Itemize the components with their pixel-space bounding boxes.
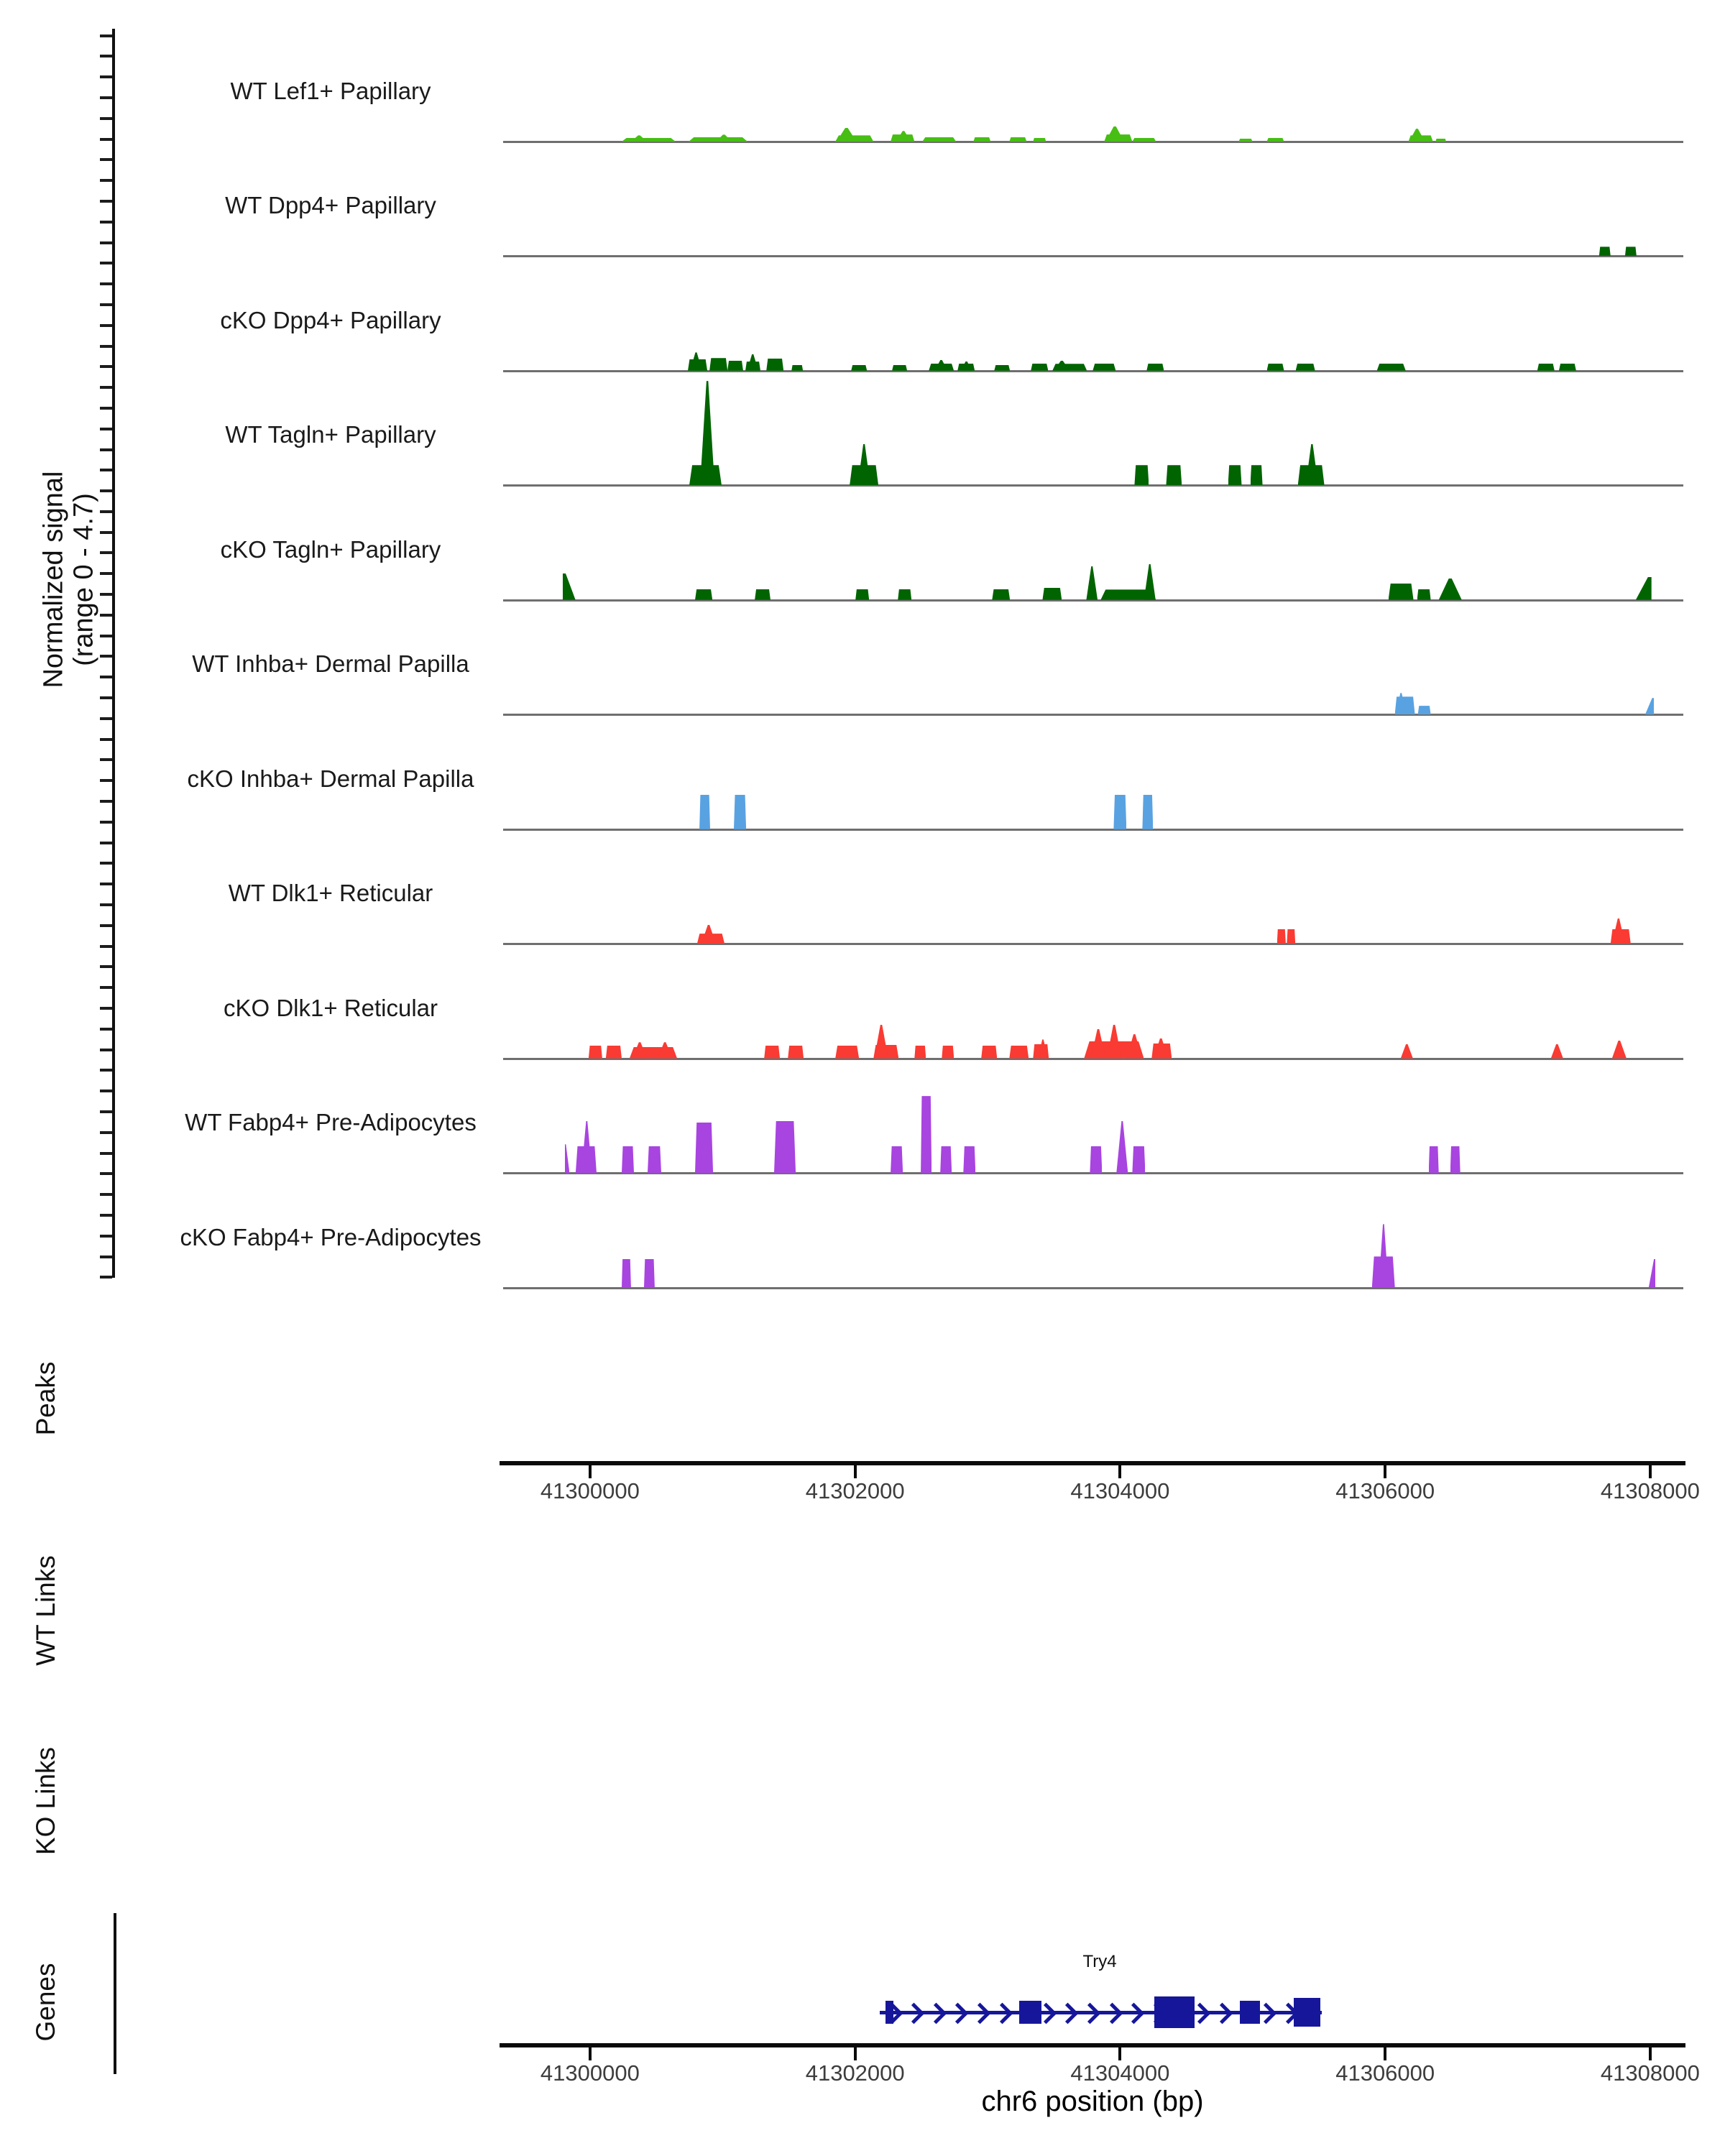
- signal-peak: [699, 795, 710, 829]
- signal-peak: [1166, 465, 1182, 485]
- genome-axis-tick-label: 41304000: [1070, 2060, 1170, 2086]
- ruler-tick: [100, 593, 112, 596]
- genome-axis-tick-label: 41300000: [540, 2060, 640, 2086]
- ruler-tick: [100, 489, 112, 492]
- ruler-tick: [100, 1028, 112, 1031]
- genome-axis-tick-label: 41306000: [1335, 1478, 1435, 1503]
- track-label: cKO Inhba+ Dermal Papilla: [187, 765, 474, 792]
- signal-peak: [973, 137, 990, 142]
- track-label: WT Dlk1+ Reticular: [228, 880, 433, 907]
- ruler-tick: [100, 924, 112, 927]
- signal-peak: [1450, 1146, 1460, 1173]
- ruler-tick: [100, 696, 112, 699]
- signal-peak: [622, 1259, 631, 1288]
- signal-peak: [963, 1146, 975, 1173]
- signal-peak: [1287, 929, 1295, 944]
- ruler-tick: [100, 262, 112, 264]
- ruler-tick: [100, 531, 112, 534]
- genome-axis-tick: [1384, 2047, 1386, 2060]
- gene-exon: [1240, 2001, 1261, 2024]
- gene-name-label: Try4: [1082, 1952, 1117, 1971]
- track-label: WT Dpp4+ Papillary: [225, 192, 436, 219]
- section-label-ko-links: KO Links: [31, 1746, 60, 1856]
- signal-peak: [914, 1046, 926, 1059]
- ruler-tick: [100, 1089, 112, 1092]
- signal-peak: [1559, 364, 1576, 371]
- ruler-tick: [100, 179, 112, 182]
- track-label: WT Tagln+ Papillary: [225, 421, 436, 448]
- strand-arrow-icon: [1123, 2003, 1145, 2024]
- ruler-tick: [100, 469, 112, 471]
- genome-axis-line: [500, 1461, 1685, 1465]
- signal-peak: [898, 589, 911, 600]
- section-label-peaks: Peaks: [31, 1361, 60, 1436]
- track-baseline: [503, 484, 1683, 487]
- signal-peak: [1267, 364, 1284, 371]
- ruler-tick: [100, 986, 112, 989]
- signal-peak: [622, 138, 676, 142]
- signal-peak: [1379, 1224, 1389, 1287]
- signal-peak: [606, 1046, 622, 1059]
- genome-axis-tick-label: 41300000: [540, 1478, 640, 1503]
- ruler-tick: [100, 821, 112, 824]
- signal-peak: [1031, 364, 1048, 371]
- ruler-tick: [100, 158, 112, 161]
- signal-peak: [942, 1046, 954, 1059]
- ruler-tick: [100, 386, 112, 389]
- track-baseline: [503, 829, 1683, 831]
- genome-axis-tick: [854, 2047, 857, 2060]
- signal-peak: [891, 1146, 903, 1173]
- signal-peak: [565, 1144, 570, 1173]
- signal-peak: [1418, 706, 1431, 714]
- ruler-tick: [100, 842, 112, 844]
- signal-peak: [835, 1046, 859, 1059]
- track-baseline: [503, 714, 1683, 716]
- ruler-tick: [100, 448, 112, 451]
- strand-arrow-icon: [1080, 2003, 1101, 2024]
- signal-peak: [1009, 137, 1026, 142]
- signal-peak: [1239, 139, 1253, 142]
- genome-axis-tick-label: 41306000: [1335, 2060, 1435, 2086]
- signal-peak: [1033, 138, 1046, 142]
- strand-arrow-icon: [970, 2003, 991, 2024]
- signal-peak: [695, 1123, 713, 1173]
- signal-peak: [851, 365, 867, 371]
- signal-peak: [1116, 1121, 1128, 1173]
- signal-peak: [1417, 589, 1431, 600]
- signal-peak: [992, 589, 1010, 600]
- signal-peak: [1134, 465, 1149, 485]
- strand-arrow-icon: [925, 2003, 947, 2024]
- ruler-tick: [100, 1256, 112, 1258]
- signal-peak: [791, 365, 803, 371]
- ruler-tick: [100, 117, 112, 120]
- gene-exon: [1154, 1996, 1194, 2028]
- signal-peak: [727, 361, 743, 371]
- signal-peak: [1132, 1146, 1145, 1173]
- signal-peak: [837, 128, 857, 142]
- ruler-tick: [100, 862, 112, 865]
- track-label: cKO Dlk1+ Reticular: [223, 994, 438, 1021]
- signal-peak: [1228, 465, 1242, 485]
- signal-peak: [622, 1146, 634, 1173]
- strand-arrow-icon: [947, 2003, 969, 2024]
- signal-peak: [755, 589, 770, 600]
- signal-peak: [855, 589, 869, 600]
- ruler-tick: [100, 510, 112, 513]
- ruler-tick: [100, 965, 112, 968]
- signal-peak: [857, 444, 870, 485]
- signal-peak: [1090, 1146, 1102, 1173]
- signal-peak: [1277, 929, 1286, 944]
- ruler-tick: [100, 758, 112, 761]
- signal-peak: [589, 1046, 602, 1059]
- signal-peak: [700, 381, 714, 485]
- track-label: cKO Tagln+ Papillary: [220, 535, 441, 563]
- genes-axis-line: [114, 1913, 116, 2074]
- genome-axis-tick: [1649, 1465, 1652, 1478]
- signal-peak: [994, 365, 1010, 371]
- ruler-tick: [100, 945, 112, 948]
- genome-axis-tick: [589, 1465, 592, 1478]
- ruler-tick: [100, 635, 112, 637]
- signal-peak: [1296, 364, 1315, 371]
- signal-peak: [1086, 566, 1098, 600]
- signal-peak: [874, 1025, 888, 1059]
- signal-peak: [766, 359, 783, 371]
- signal-peak: [695, 589, 712, 600]
- genome-axis-line: [500, 2043, 1685, 2047]
- ruler-tick: [100, 1152, 112, 1155]
- signal-peak: [1113, 795, 1126, 829]
- gene-exon: [886, 2001, 893, 2024]
- signal-peak: [1599, 247, 1611, 256]
- strand-arrow-icon: [1211, 2003, 1233, 2024]
- ruler-tick: [100, 614, 112, 617]
- gene-exon: [1294, 1998, 1320, 2027]
- track-label: cKO Fabp4+ Pre-Adipocytes: [180, 1223, 482, 1250]
- signal-peak: [1645, 698, 1655, 714]
- ruler-tick: [100, 55, 112, 57]
- signal-peak: [1105, 126, 1124, 142]
- signal-peak: [1092, 364, 1116, 371]
- ruler-tick: [100, 800, 112, 803]
- x-axis-label: chr6 position (bp): [981, 2086, 1204, 2117]
- genome-axis-tick: [1649, 2047, 1652, 2060]
- genome-axis-tick-label: 41308000: [1600, 2060, 1700, 2086]
- strand-arrow-icon: [1057, 2003, 1079, 2024]
- ruler-tick: [100, 34, 112, 37]
- signal-peak: [940, 1146, 952, 1173]
- track-label: WT Fabp4+ Pre-Adipocytes: [185, 1109, 477, 1136]
- ruler-tick: [100, 365, 112, 368]
- section-label-wt-links: WT Links: [31, 1555, 60, 1666]
- track-label: WT Inhba+ Dermal Papilla: [192, 650, 469, 678]
- ruler-tick: [100, 345, 112, 348]
- track-baseline: [503, 255, 1683, 257]
- signal-peak: [1625, 247, 1637, 256]
- signal-peak: [764, 1046, 780, 1059]
- signal-peak: [1389, 584, 1414, 600]
- track-label: cKO Dpp4+ Papillary: [220, 306, 441, 333]
- ruler-tick: [100, 572, 112, 575]
- ruler-tick: [100, 407, 112, 410]
- ruler-tick: [100, 282, 112, 285]
- signal-peak: [1537, 364, 1555, 371]
- ruler-tick: [100, 1172, 112, 1175]
- signal-peak: [1435, 139, 1446, 142]
- signal-peak: [1146, 364, 1164, 371]
- signal-peak: [1439, 579, 1462, 600]
- genome-axis-tick-label: 41308000: [1600, 1478, 1700, 1503]
- signal-peak: [788, 1046, 804, 1059]
- genome-axis-tick: [1118, 1465, 1121, 1478]
- signal-peak: [1636, 577, 1652, 600]
- strand-arrow-icon: [991, 2003, 1013, 2024]
- ruler-tick: [100, 221, 112, 224]
- signal-peak: [1409, 129, 1425, 142]
- signal-peak: [1009, 1046, 1029, 1059]
- signal-peak: [1306, 444, 1319, 485]
- signal-peak: [1251, 465, 1263, 485]
- signal-peak: [648, 1146, 661, 1173]
- signal-peak: [774, 1121, 796, 1173]
- track-baseline: [503, 1287, 1683, 1289]
- signal-peak: [921, 1096, 932, 1173]
- ruler-tick: [100, 1214, 112, 1217]
- strand-arrow-icon: [1101, 2003, 1123, 2024]
- ruler-tick: [100, 1276, 112, 1279]
- ruler-tick: [100, 738, 112, 741]
- signal-peak: [1551, 1044, 1563, 1059]
- gene-exon: [1019, 2001, 1041, 2024]
- signal-peak: [1144, 564, 1156, 600]
- signal-peak: [1142, 795, 1153, 829]
- signal-peak: [892, 365, 907, 371]
- y-axis-label-line1: Normalized signal: [38, 471, 69, 688]
- signal-peak: [1377, 364, 1406, 371]
- ruler-tick: [100, 1069, 112, 1072]
- ruler-tick: [100, 138, 112, 141]
- genome-axis-tick: [1384, 1465, 1386, 1478]
- signal-peak: [1042, 588, 1062, 600]
- track-label: WT Lef1+ Papillary: [230, 78, 431, 104]
- signal-peak: [1132, 138, 1156, 142]
- signal-peak: [1649, 1259, 1655, 1288]
- signal-peak: [709, 358, 727, 371]
- genome-axis-tick-label: 41302000: [805, 2060, 905, 2086]
- ruler-tick: [100, 303, 112, 306]
- signal-peak: [1612, 1041, 1627, 1059]
- genome-axis-tick-label: 41302000: [805, 1478, 905, 1503]
- ruler-tick: [100, 1193, 112, 1196]
- y-axis-label-line2: (range 0 - 4.7): [68, 493, 99, 666]
- strand-arrow-icon: [903, 2003, 925, 2024]
- signal-peak: [563, 573, 576, 600]
- signal-peak: [1429, 1146, 1439, 1173]
- signal-peak: [644, 1259, 655, 1288]
- track-baseline: [503, 141, 1683, 143]
- genome-axis-tick: [589, 2047, 592, 2060]
- genome-axis-tick: [1118, 2047, 1121, 2060]
- signal-peak: [922, 137, 956, 142]
- signal-peak: [981, 1046, 997, 1059]
- signal-peak: [734, 795, 746, 829]
- signal-peak: [1267, 138, 1284, 142]
- section-label-genes: Genes: [31, 1963, 60, 2042]
- signal-peak: [1401, 1044, 1413, 1059]
- genome-axis-tick-label: 41304000: [1070, 1478, 1170, 1503]
- ruler-tick: [100, 241, 112, 244]
- genome-axis-tick: [854, 1465, 857, 1478]
- ruler-tick: [100, 1049, 112, 1051]
- ruler-tick: [100, 717, 112, 720]
- track-baseline: [503, 943, 1683, 945]
